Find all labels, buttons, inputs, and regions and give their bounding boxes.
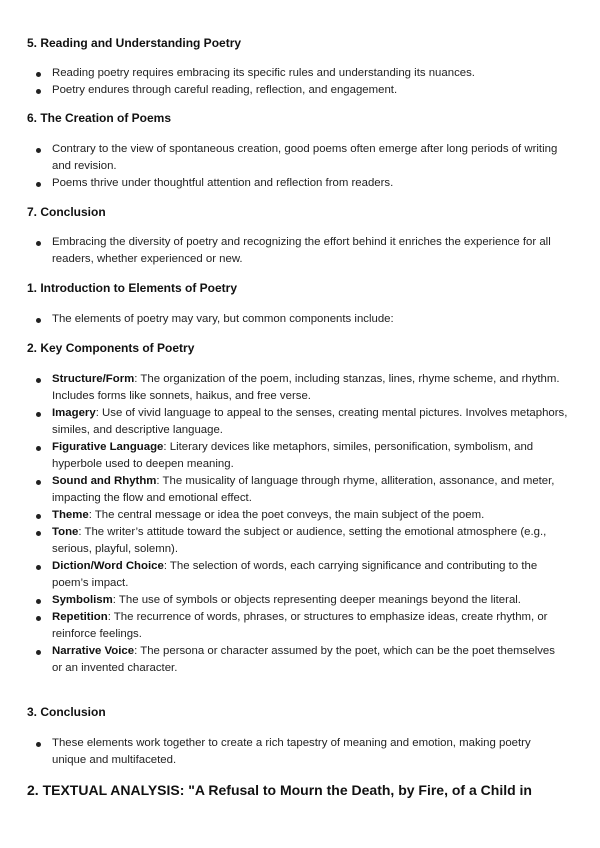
bullet-dot-icon <box>36 412 41 417</box>
bullet-dot-icon <box>36 89 41 94</box>
bullet-dot-icon <box>36 650 41 655</box>
bullet-dot-icon <box>36 318 41 323</box>
term-label: Figurative Language <box>52 441 164 453</box>
bullet-dot-icon <box>36 446 41 451</box>
bullet-dot-icon <box>36 182 41 187</box>
term-label: Tone <box>52 526 79 538</box>
list-item: Structure/Form: The organization of the poem, including stanzas, lines, rhyme scheme, and rhythm. Includes forms like sonnets, haikus, and free verse. <box>0 371 568 405</box>
section-heading-reading-poetry: 5. Reading and Understanding Poetry <box>27 36 242 50</box>
bullet-list-reading-poetry <box>0 65 600 99</box>
term-label: Symbolism <box>52 594 113 606</box>
bullet-dot-icon <box>36 378 41 383</box>
list-item: Tone: The writer’s attitude toward the subject or audience, setting the emotional atmosphere (e.g., serious, playful, solemn). <box>0 524 568 558</box>
term-label: Repetition <box>52 611 108 623</box>
bullet-dot-icon <box>36 599 41 604</box>
list-item: Poetry endures through careful reading, reflection, and engagement. <box>0 82 568 99</box>
bullet-list-key-components <box>0 371 600 677</box>
list-item: Reading poetry requires embracing its specific rules and understanding its nuances. <box>0 65 568 82</box>
bullet-list-conclusion-3 <box>0 735 600 769</box>
list-item: The elements of poetry may vary, but common components include: <box>0 311 568 328</box>
bullet-list-creation-of-poems <box>0 141 600 192</box>
bullet-dot-icon <box>36 531 41 536</box>
bullet-list-conclusion-7 <box>0 234 600 268</box>
term-label: Sound and Rhythm <box>52 475 157 487</box>
section-heading-intro-elements: 1. Introduction to Elements of Poetry <box>27 281 238 295</box>
term-label: Narrative Voice <box>52 645 135 657</box>
bullet-dot-icon <box>36 241 41 246</box>
list-item: Repetition: The recurrence of words, phrases, or structures to emphasize ideas, create rhythm, or reinforce feelings. <box>0 609 568 643</box>
textual-analysis-heading: 2. TEXTUAL ANALYSIS: "A Refusal to Mourn the Death, by Fire, of a Child in <box>27 782 532 798</box>
bullet-dot-icon <box>36 616 41 621</box>
bullet-dot-icon <box>36 72 41 77</box>
list-item: Symbolism: The use of symbols or objects representing deeper meanings beyond the literal. <box>0 592 568 609</box>
list-item: Sound and Rhythm: The musicality of language through rhyme, alliteration, assonance, and meter, impacting the flow and emotional effect. <box>0 473 568 507</box>
list-item: Figurative Language: Literary devices like metaphors, similes, personification, symbolism, and hyperbole used to deepen meaning. <box>0 439 568 473</box>
list-item: Contrary to the view of spontaneous creation, good poems often emerge after long periods of writing and revision. <box>0 141 568 175</box>
section-heading-creation-of-poems: 6. The Creation of Poems <box>27 111 172 125</box>
term-label: Theme <box>52 509 89 521</box>
term-label: Structure/Form <box>52 373 135 385</box>
list-item: Imagery: Use of vivid language to appeal to the senses, creating mental pictures. Involves metaphors, similes, and descriptive language. <box>0 405 568 439</box>
bullet-dot-icon <box>36 514 41 519</box>
list-item: Embracing the diversity of poetry and recognizing the effort behind it enriches the experience for all readers, whether experienced or new. <box>0 234 568 268</box>
list-item: Diction/Word Choice: The selection of words, each carrying significance and contributing to the poem’s impact. <box>0 558 568 592</box>
section-heading-conclusion-3: 3. Conclusion <box>27 705 106 719</box>
bullet-list-intro-elements <box>0 311 600 328</box>
section-heading-key-components: 2. Key Components of Poetry <box>27 341 195 355</box>
bullet-dot-icon <box>36 565 41 570</box>
bullet-dot-icon <box>36 480 41 485</box>
section-heading-conclusion-7: 7. Conclusion <box>27 205 106 219</box>
list-item: Poems thrive under thoughtful attention and reflection from readers. <box>0 175 568 192</box>
term-label: Diction/Word Choice <box>52 560 164 572</box>
bullet-dot-icon <box>36 148 41 153</box>
list-item: Theme: The central message or idea the poet conveys, the main subject of the poem. <box>0 507 568 524</box>
bullet-dot-icon <box>36 742 41 747</box>
list-item: Narrative Voice: The persona or character assumed by the poet, which can be the poet themselves or an invented character. <box>0 643 568 677</box>
term-label: Imagery <box>52 407 96 419</box>
list-item: These elements work together to create a rich tapestry of meaning and emotion, making poetry unique and multifaceted. <box>0 735 568 769</box>
